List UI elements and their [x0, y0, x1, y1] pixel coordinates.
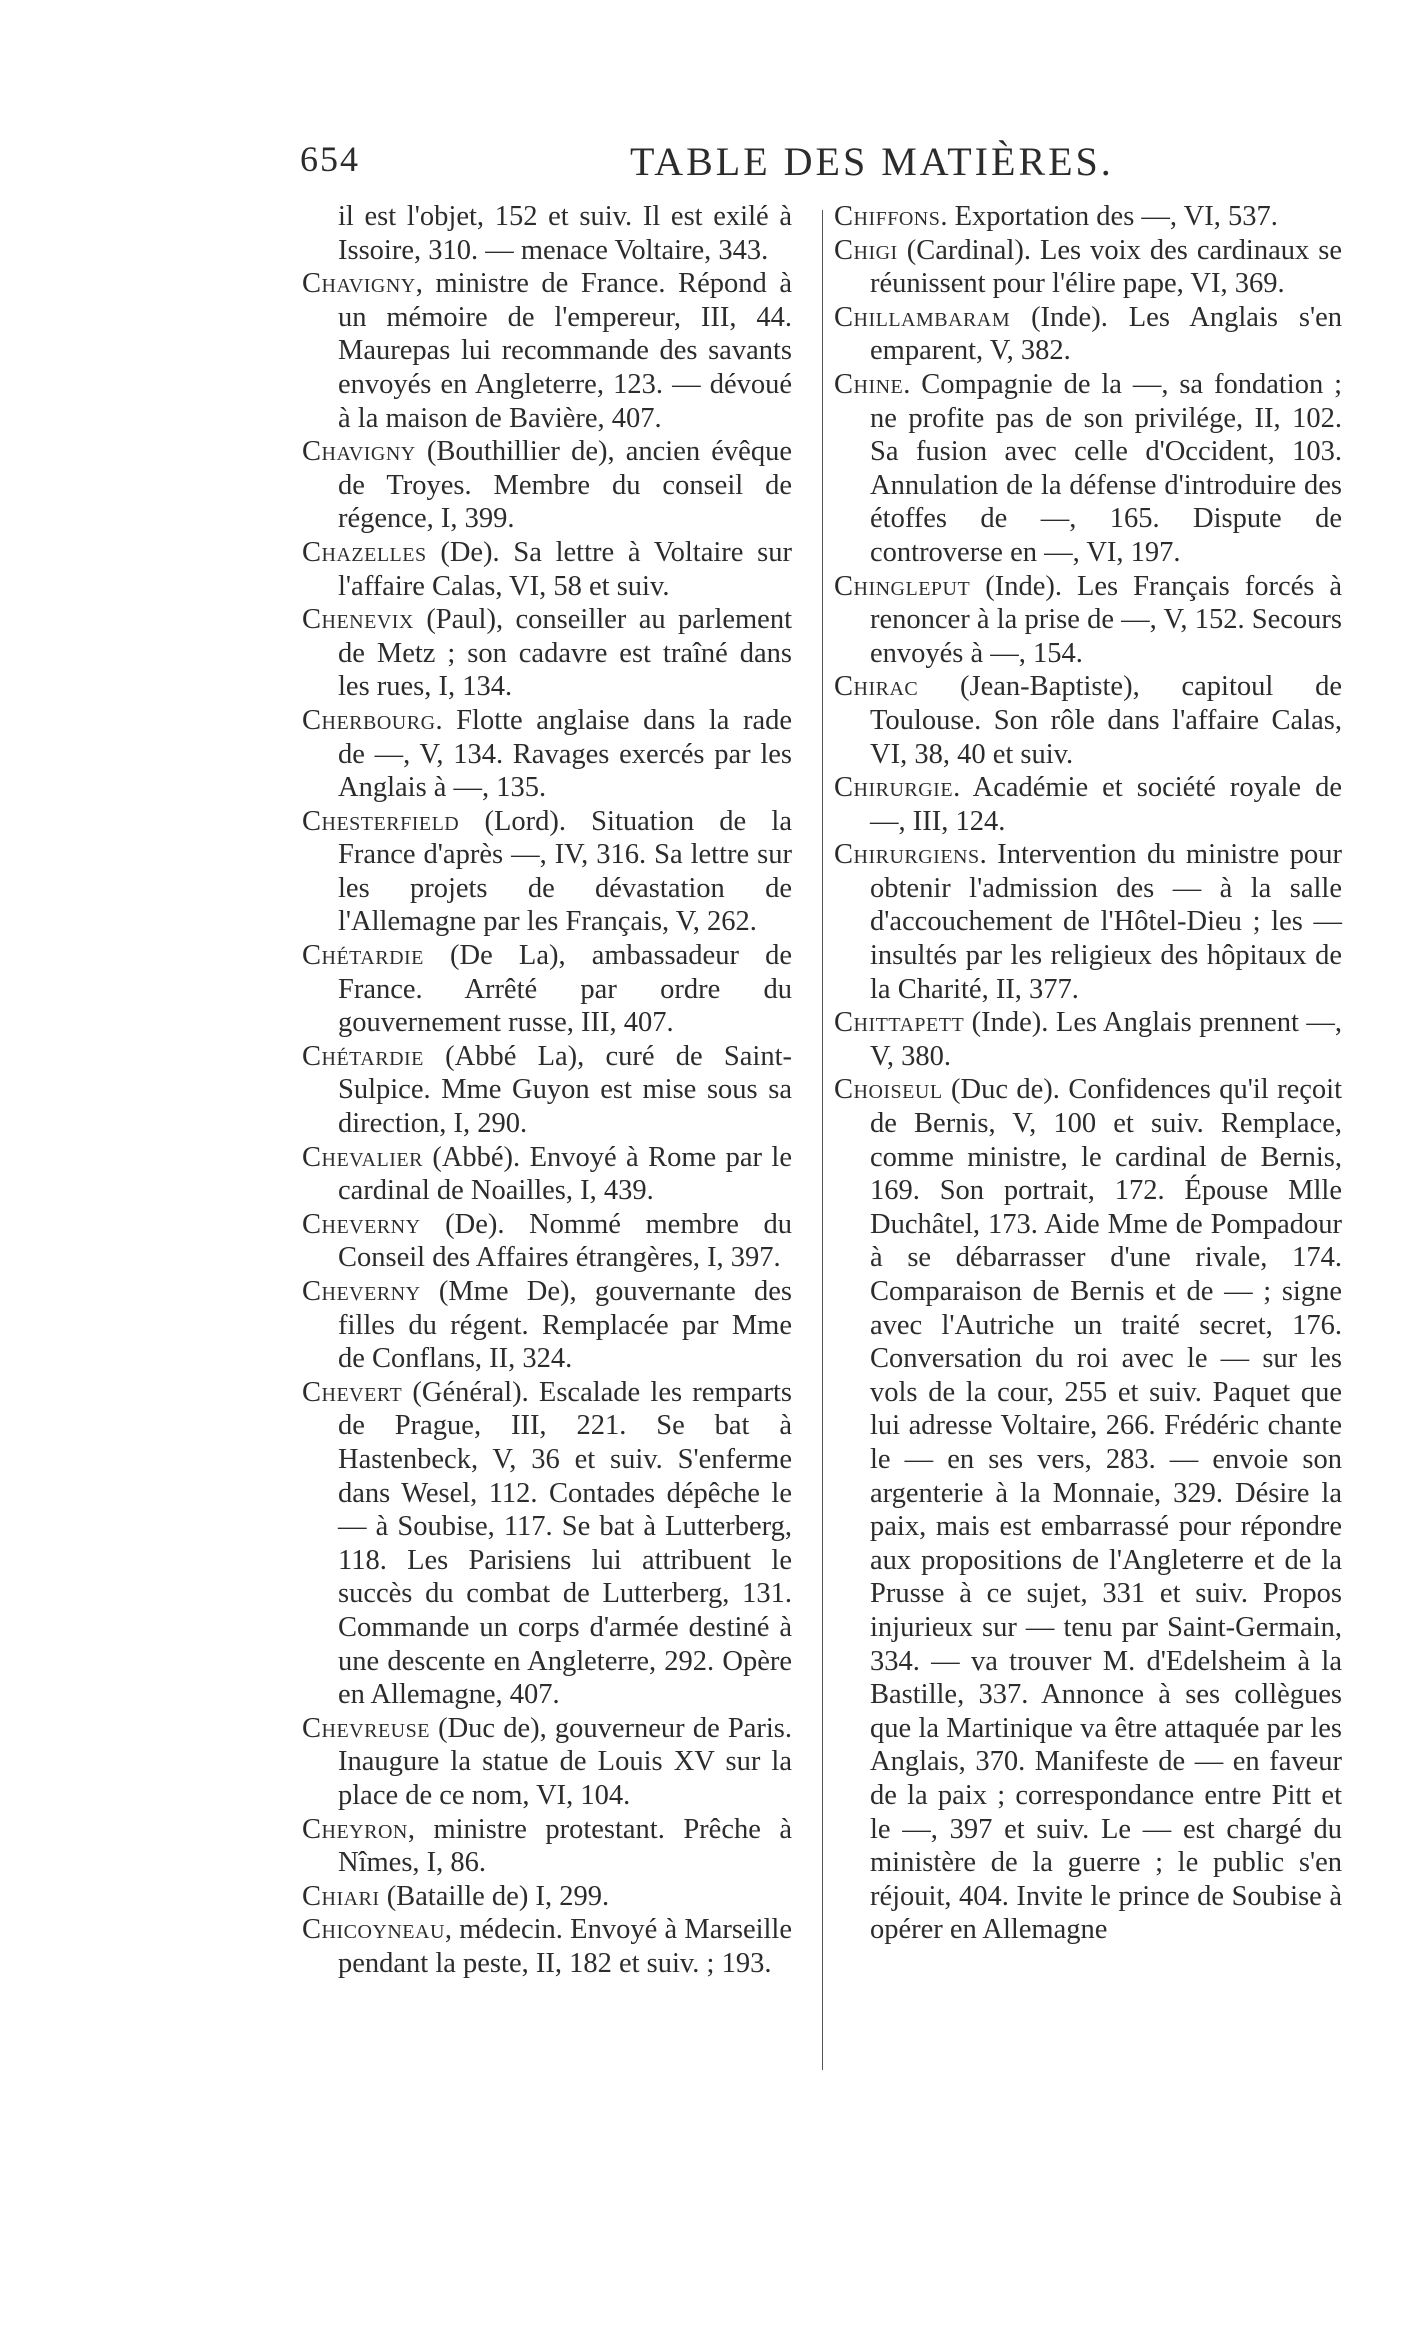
entry-headword: Chittapett — [834, 1007, 965, 1039]
entry-headword: Chingleput — [834, 570, 971, 602]
entry-headword: Chazelles — [302, 536, 427, 568]
index-entry — [834, 670, 1342, 771]
entry-text: (Cardinal). Les voix des cardinaux se réunissent pour l'élire pape, VI, 369. — [870, 234, 1342, 300]
index-entry — [302, 1040, 792, 1141]
index-entry — [834, 200, 1342, 234]
index-entry — [302, 1913, 792, 1980]
entry-text: (Abbé La), curé de Saint-Sulpice. Mme Guyon est mise sous sa direction, I, 290. — [338, 1040, 792, 1140]
entry-headword: Chirurgiens — [834, 839, 980, 871]
entry-headword: Chiari — [302, 1880, 380, 1912]
entry-text: . Exportation des —, VI, 537. — [940, 201, 1278, 232]
entry-text: (Abbé). Envoyé à Rome par le cardinal de Noailles, I, 439. — [338, 1141, 792, 1207]
entry-text: , ministre de France. Répond à un mémoire de l'empereur, III, 44. Maurepas lui recommande des savants envoyés en Angleterre, 123. — dévoué à la maison de Bavière, 407. — [338, 268, 792, 434]
index-entry — [302, 1208, 792, 1275]
page-number: 654 — [300, 139, 360, 179]
entry-headword: Cheyron — [302, 1813, 408, 1845]
entry-headword: Chicoyneau — [302, 1914, 445, 1946]
entry-headword: Chirurgie — [834, 772, 954, 804]
entry-headword: Chavigny — [302, 436, 416, 468]
index-entry — [302, 939, 792, 1040]
entry-text: . Flotte anglaise dans la rade de —, V, 134. Ravages exercés par les Anglais à —, 135. — [338, 704, 792, 804]
index-entry — [834, 1006, 1342, 1073]
entry-text: , médecin. Envoyé à Marseille pendant la peste, II, 182 et suiv. ; 193. — [338, 1914, 792, 1979]
entry-headword: Chine — [834, 368, 904, 400]
index-entry — [834, 301, 1342, 368]
entry-headword: Chétardie — [302, 1040, 424, 1072]
left-column — [302, 200, 792, 1980]
entry-headword: Chevreuse — [302, 1712, 430, 1744]
right-entries — [834, 200, 1342, 1947]
right-column — [834, 200, 1342, 1947]
entry-headword: Chenevix — [302, 604, 414, 636]
entry-text: (Général). Escalade les remparts de Prague, III, 221. Se bat à Hastenbeck, V, 36 et suiv. S'enferme dans Wesel, 112. Contades dépêche le — à Soubise, 117. Se bat à Lutterberg, 118. Les Parisiens lui attribuent le succès du combat de Lutterberg, 131. Commande un corps d'armée destiné à une descente en Angleterre, 292. Opère en Allemagne, 407. — [338, 1376, 792, 1711]
index-entry — [302, 1813, 792, 1880]
entry-headword: Chesterfield — [302, 805, 460, 837]
index-entry — [302, 1712, 792, 1813]
entry-headword: Chirac — [834, 671, 919, 703]
index-entry — [834, 1073, 1342, 1946]
entry-headword: Chevert — [302, 1376, 403, 1408]
entry-headword: Chevalier — [302, 1141, 423, 1173]
index-entry — [302, 1376, 792, 1712]
index-entry — [834, 570, 1342, 671]
index-entry — [302, 267, 792, 435]
entry-headword: Chigi — [834, 234, 898, 266]
index-entry — [302, 536, 792, 603]
entry-text: . Compagnie de la —, sa fondation ; ne profite pas de son privilége, II, 102. Sa fusion avec celle d'Occident, 103. Annulation de la défense d'introduire des étoffes de —, 165. Dispute de controverse en —, VI, 197. — [870, 368, 1342, 568]
entry-headword: Chillambaram — [834, 301, 1011, 333]
entry-text: (De). Nommé membre du Conseil des Affaires étrangères, I, 397. — [338, 1208, 792, 1274]
entry-text: (De La), ambassadeur de France. Arrêté par ordre du gouvernement russe, III, 407. — [338, 940, 792, 1039]
index-entry — [302, 1275, 792, 1376]
entry-headword: Cheverny — [302, 1208, 421, 1240]
entry-headword: Chétardie — [302, 940, 424, 972]
entry-text: (Inde). Les Français forcés à renoncer à la prise de —, V, 152. Secours envoyés à —, 154. — [870, 570, 1342, 669]
entry-text: . Intervention du ministre pour obtenir l'admission des — à la salle d'accouchement de l'Hôtel-Dieu ; les — insultés par les religieux des hôpitaux de la Charité, II, 377. — [870, 839, 1342, 1005]
entry-headword: Choiseul — [834, 1074, 943, 1106]
page-header — [300, 138, 1350, 188]
entry-text: . Académie et société royale de —, III, 124. — [870, 772, 1342, 837]
entry-text: (Duc de). Confidences qu'il reçoit de Bernis, V, 100 et suiv. Remplace, comme ministre, le cardinal de Bernis, 169. Son portrait, 172. Épouse Mlle Duchâtel, 173. Aide Mme de Pompadour à se débarrasser d'une rivale, 174. Comparaison de Bernis et de — ; signe avec l'Autriche un traité secret, 176. Conversation du roi avec le — sur les vols de la cour, 255 et suiv. Paquet que lui adresse Voltaire, 266. Frédéric chante le — en ses vers, 283. — envoie son argenterie à la Monnaie, 329. Désire la paix, mais est embarrassé pour répondre aux propositions de l'Angleterre et de la Prusse à ce sujet, 331 et suiv. Propos injurieux sur — tenu par Saint-Germain, 334. — va trouver M. d'Edelsheim à la Bastille, 337. Annonce à ses collègues que la Martinique va être attaquée par les Anglais, 370. Manifeste de — en faveur de la paix ; correspondance entre Pitt et le —, 397 et suiv. Le — est chargé du ministère de la guerre ; le public s'en réjouit, 404. Invite le prince de Soubise à opérer en Allemagne — [870, 1074, 1342, 1946]
entry-text: , ministre protestant. Prêche à Nîmes, I, 86. — [338, 1813, 792, 1879]
index-entry — [302, 1141, 792, 1208]
column-divider — [822, 210, 823, 2070]
index-entry — [302, 805, 792, 939]
index-entry — [834, 368, 1342, 570]
index-entry — [834, 838, 1342, 1006]
entry-text: (Jean-Baptiste), capitoul de Toulouse. Son rôle dans l'affaire Calas, VI, 38, 40 et suiv. — [870, 671, 1342, 770]
index-entry — [302, 603, 792, 704]
entry-text: (De). Sa lettre à Voltaire sur l'affaire Calas, VI, 58 et suiv. — [338, 536, 792, 602]
entry-text: (Mme De), gouvernante des filles du régent. Remplacée par Mme de Conflans, II, 324. — [338, 1276, 792, 1375]
continuation-entry: il est l'objet, 152 et suiv. Il est exilé à Issoire, 310. — menace Voltaire, 343. — [338, 201, 792, 266]
index-entry — [302, 704, 792, 805]
entry-text: (Paul), conseiller au parlement de Metz ; son cadavre est traîné dans les rues, I, 134. — [338, 604, 792, 703]
running-title: TABLE DES MATIÈRES. — [630, 139, 1114, 184]
entry-text: (Lord). Situation de la France d'après —, IV, 316. Sa lettre sur les projets de dévastation de l'Allemagne par les Français, V, 262. — [338, 805, 792, 938]
left-entries — [302, 267, 792, 1980]
entry-text: (Inde). Les Anglais s'en emparent, V, 382. — [870, 301, 1342, 367]
entry-text: (Bataille de) I, 299. — [379, 1880, 610, 1912]
index-entry — [302, 435, 792, 536]
index-entry — [834, 771, 1342, 838]
entry-headword: Cherbourg — [302, 704, 436, 736]
index-entry — [302, 1880, 792, 1914]
entry-text: (Bouthillier de), ancien évêque de Troyes. Membre du conseil de régence, I, 399. — [338, 436, 792, 535]
entry-headword: Chavigny — [302, 268, 416, 300]
index-entry — [834, 234, 1342, 301]
entry-headword: Chiffons — [834, 201, 941, 232]
entry-text: (Duc de), gouverneur de Paris. Inaugure la statue de Louis XV sur la place de ce nom, VI, 104. — [338, 1712, 792, 1811]
entry-headword: Cheverny — [302, 1276, 421, 1307]
entry-text: (Inde). Les Anglais prennent —, V, 380. — [870, 1007, 1342, 1072]
